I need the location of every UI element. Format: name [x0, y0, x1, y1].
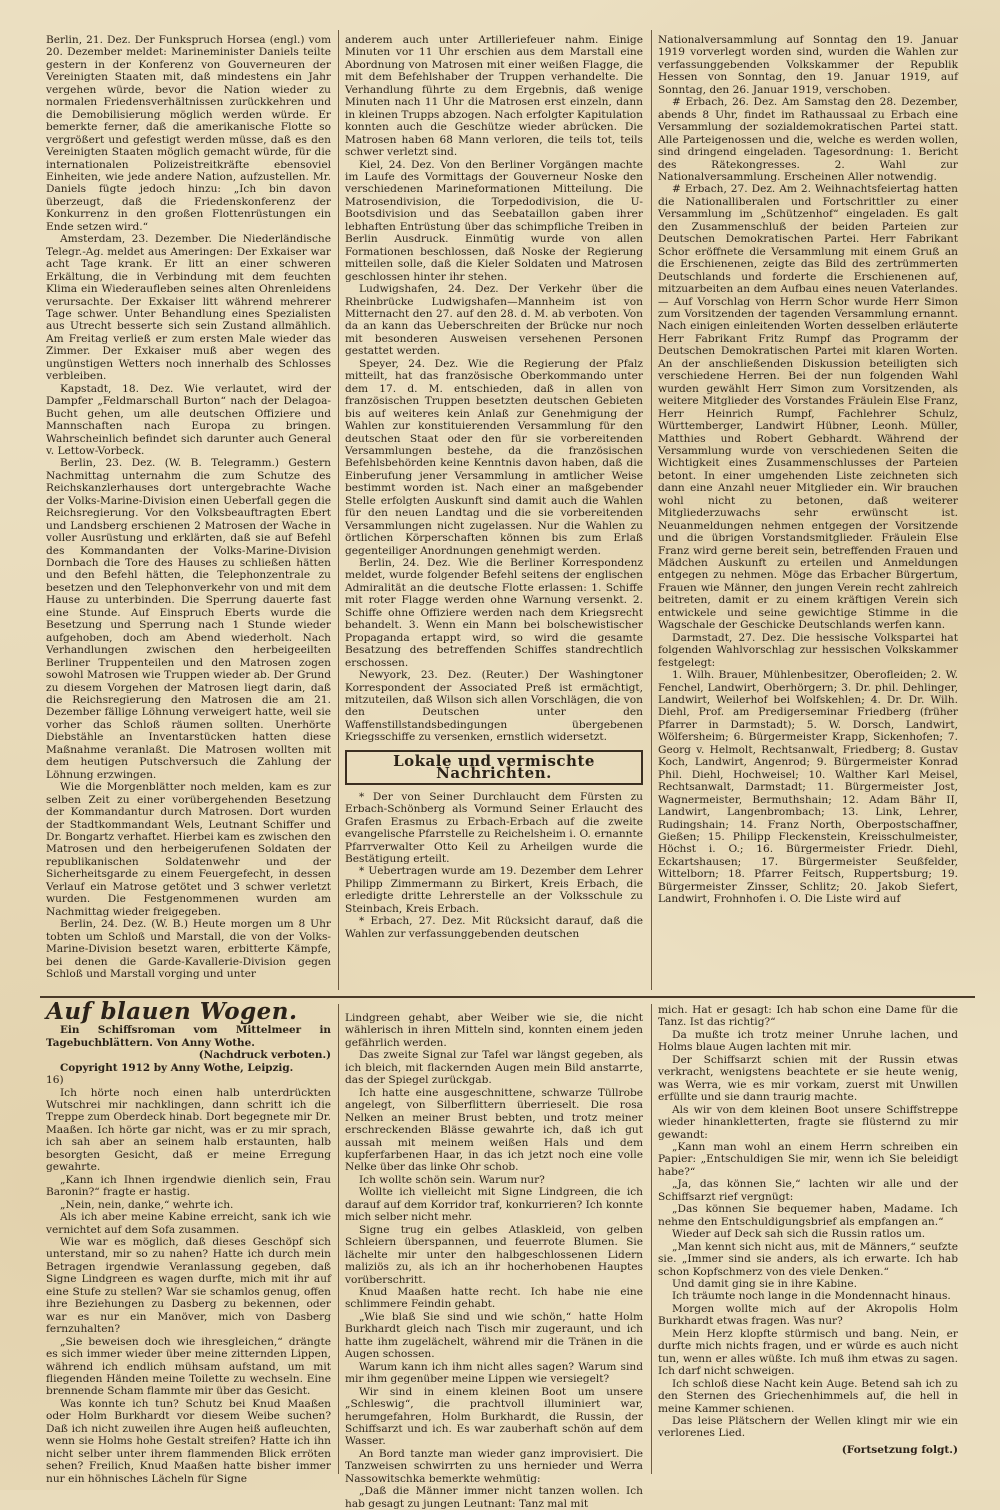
column-rule [651, 30, 652, 990]
novel-paragraph: mich. Hat er gesagt: Ich hab schon eine Dame für die Tanz. Ist das richtig?“ [658, 1004, 958, 1029]
news-item: Berlin, 23. Dez. (W. B. Telegramm.) Gestern Nachmittag unternahm die zum Schutze des Reichskanzlerhauses dort untergebrachte Wache der Volks-Marine-Division einen Ueberfall gegen die Reichsregierung. Vor den Volksbeauftragten Ebert und Landsberg erschienen 2 Matrosen der Wache in voller Ausrüstung und erklärten, daß sie auf Befehl des Kommandanten der Volks-Marine-Division Dornbach die Tore des Hauses zu schließen hätten und den Befehl hätten, die Telephonzentrale zu besetzen und den Telephonverkehr von und mit dem Hause zu unterbinden. Die Sperrung dauerte fast eine Stunde. Auf Einspruch Eberts wurde die Besetzung und Sperrung nach 1 Stunde wieder aufgehoben, doch am Abend wiederholt. Nach Verhandlungen zwischen den herbeigeeilten Berliner Truppenteilen und den Matrosen zogen sowohl Matrosen wie Truppen wieder ab. Der Grund zu diesem Vorgehen der Matrosen liegt darin, daß die Reichsregierung den Matrosen die am 21. Dezember fällige Löhnung verweigert hatte, weil sie vorher das Schloß räumen sollten. Unerhörte Diebstähle an Inventarstücken hatten diese Maßnahme veranlaßt. Die Matrosen wollten mit dem heutigen Putschversuch die Zahlung der Löhnung erzwingen. [46, 457, 331, 781]
news-item: Wie die Morgenblätter noch melden, kam es zur selben Zeit zu einer vorübergehenden Besetzung der Kommandantur durch Matrosen. Dort wurden der Stadtkommandant Wels, Leutnant Schiffer und Dr. Bongartz verhaftet. Hierbei kam es zwischen den Matrosen und den herbeigerufenen Soldaten der republikanischen Soldatenwehr und der Sicherheitsgarde zu einem Feuergefecht, in dessen Verlauf ein Matrose getötet und 3 schwer verletzt wurden. Die Festgenommenen wurden am Nachmittag wieder freigegeben. [46, 781, 331, 918]
news-item: Berlin, 24. Dez. Wie die Berliner Korrespondenz meldet, wurde folgender Befehl seitens der englischen Admiralität an die deutsche Flotte erlassen: 1. Schiffe mit roter Flagge werden ohne Warnung versenkt. 2. Schiffe ohne Offiziere werden nach dem Kriegsrecht behandelt. 3. Wenn ein Mann bei bolschewistischer Propaganda ertappt wird, so wird die gesamte Besatzung des betreffenden Schiffes standrechtlich erschossen. [345, 557, 643, 669]
novel-paragraph: „Kann ich Ihnen irgendwie dienlich sein, Frau Baronin?“ fragte er hastig. [46, 1173, 331, 1199]
novel-column-3 [658, 1004, 958, 1482]
news-column-middle [345, 34, 643, 992]
novel-paragraph: „Sie beweisen doch wie ihresgleichen,“ drängte es sich immer wieder über meine zitternden Lippen, während ich endlich mühsam aufstand, um mit fliegenden Händen meine Toilette zu wechseln. Eine brennende Scham flammte mir über das Gesicht. [46, 1335, 331, 1398]
novel-paragraph: Als wir von dem kleinen Boot unsere Schiffstreppe wieder hinankletterten, fragte sie flüsternd zu mir gewandt: [658, 1103, 958, 1141]
novel-paragraph: Ich hörte noch einen halb unterdrückten Wutschrei mir nachklingen, dann schritt ich die Treppe zum Oberdeck hinab. Dort begegnete mir Dr. Maaßen. Ich hörte gar nicht, was er zu mir sprach, ich sah aber an seinem halb erstaunten, halb besorgten Gesicht, daß er meine Erregung gewahrte. [46, 1086, 331, 1174]
novel-paragraph: „Daß die Männer immer nicht tanzen wollen. Ich hab gesagt zu jungen Leutnant: Tanz mal mit [345, 1485, 643, 1510]
local-news-item: * Der von Seiner Durchlaucht dem Fürsten zu Erbach-Schönberg als Vormund Seiner Erlaucht des Grafen Erasmus zu Erbach-Erbach auf die zweite evangelische Pfarrstelle zu Reichelsheim i. O. ernannte Pfarrverwalter Otto Keil zu Arheilgen wurde die Bestätigung erteilt. [345, 790, 643, 865]
novel-paragraph: Da mußte ich trotz meiner Unruhe lachen, und Holms blaue Augen lachten mit mir. [658, 1028, 958, 1054]
novel-column-2 [345, 1012, 643, 1510]
news-item: Ludwigshafen, 24. Dez. Der Verkehr über die Rheinbrücke Ludwigshafen—Mannheim ist von Mitternacht den 27. auf den 28. d. M. ab verboten. Von da an kann das Ueberschreiten der Brücke nur noch mit besonderen Ausweisen versehenen Personen gestattet werden. [345, 283, 643, 358]
news-item: Nationalversammlung auf Sonntag den 19. Januar 1919 vorverlegt worden sind, wurden die Wahlen zur verfassunggebenden Volkskammer der Republik Hessen von Sonntag, den 19. Januar 1919, auf Sonntag, den 26. Januar 1919, verschoben. [658, 34, 958, 96]
novel-paragraph: Wir sind in einem kleinen Boot um unsere „Schleswig“, die prachtvoll illuminiert war, herumgefahren, Holm Burkhardt, die Russin, der Schiffsarzt und ich. Es war zauberhaft schön auf dem Wasser. [345, 1385, 643, 1448]
novel-paragraph: Lindgreen gehabt, aber Weiber wie sie, die nicht wählerisch in ihren Mitteln sind, konnten einem jeden gefährlich werden. [345, 1012, 643, 1049]
novel-paragraph: Ich wollte schön sein. Warum nur? [359, 1173, 545, 1186]
reprint-notice: (Nachdruck verboten.) [198, 1049, 331, 1062]
novel-paragraph: Wieder auf Deck sah sich die Russin ratlos um. [672, 1228, 926, 1241]
novel-paragraph: An Bord tanzte man wieder ganz improvisiert. Die Tanzweisen schwirrten zu uns hernieder und Werra Nassowitschka bemerkte wehmütig: [345, 1447, 643, 1485]
novel-paragraph: „Das können Sie bequemer haben, Madame. Ich nehme den Entschuldigungsbrief als empfangen an.“ [658, 1203, 958, 1228]
local-news-item: * Uebertragen wurde am 19. Dezember dem Lehrer Philipp Zimmermann zu Birkert, Kreis Erbach, die erledigte dritte Lehrerstelle an der Volksschule zu Steinbach, Kreis Erbach. [345, 865, 643, 915]
local-news-item: * Erbach, 27. Dez. Mit Rücksicht darauf, daß die Wahlen zur verfassunggebenden deutschen [345, 915, 643, 940]
news-column-left [46, 34, 331, 992]
news-item: # Erbach, 27. Dez. Am 2. Weihnachtsfeiertag hatten die Nationalliberalen und Fortschrittler zu einer Versammlung im „Schützenhof“ eingeladen. Es galt den Zusammenschluß der beiden Parteien zur Deutschen Demokratischen Partei. Herr Fabrikant Schor eröffnete die Versammlung mit einem Gruß an die Erschienenen, zeigte das Bild des zertrümmerten Deutschlands und forderte die Erschienenen auf, mitzuarbeiten an dem Aufbau eines neuen Vaterlandes. — Auf Vorschlag von Herrn Schor wurde Herr Simon zum Vorsitzenden der tagenden Versammlung ernannt. Nach einigen einleitenden Worten desselben erläuterte Herr Fabrikant Fritz Rumpf das Programm der Deutschen Demokratischen Partei mit klaren Worten. An der anschließenden Diskussion beteiligten sich verschiedene Herren. Bei der nun folgenden Wahl wurden gewählt Herr Simon zum Vorsitzenden, als weitere Mitglieder des Vorstandes Fräulein Else Franz, Herr Heinrich Rumpf, Fachlehrer Schulz, Württemberger, Landwirt Hübner, Leonh. Müller, Matthies und Robert Gebhardt. Während der Versammlung wurde von verschiedenen Seiten die Wichtigkeit eines Zusammenschlusses der Parteien betont. In einer umgehenden Liste zeichneten sich dann eine Anzahl neuer Mitglieder ein. Wir brauchen wohl nicht zu betonen, daß weiterer Mitgliederzuwachs sehr erwünscht ist. Neuanmeldungen nehmen entgegen der Vorsitzende und die übrigen Vorstandsmitglieder. Fräulein Else Franz wird gerne bereit sein, betreffenden Frauen und Mädchen Auskunft zu erteilen und Anmeldungen entgegen zu nehmen. Möge das Erbacher Bürgertum, Frauen wie Männer, den jungen Verein recht zahlreich beitreten, damit er zu einem kräftigen Verein sich entwickele und seine gewichtige Stimme in die Wagschale der Geschicke Deutschlands werfen kann. [658, 183, 958, 632]
novel-paragraph: Warum kann ich ihm nicht alles sagen? Warum sind mir ihm gegenüber meine Lippen wie versiegelt? [345, 1360, 643, 1386]
novel-paragraph: Morgen wollte mich auf der Akropolis Holm Burkhardt etwas fragen. Was nur? [658, 1302, 958, 1328]
novel-paragraph: „Kann man wohl an einem Herrn schreiben ein Papier: „Entschuldigen Sie mir, wenn ich Sie beleidigt habe?“ [658, 1140, 958, 1178]
column-rule [651, 1004, 652, 1474]
news-item: Kapstadt, 18. Dez. Wie verlautet, wird der Dampfer „Feldmarschall Burton“ nach der Delagoa-Bucht gehen, um alle deutschen Offiziere und Mannschaften nach Europa zu bringen. Wahrscheinlich befindet sich darunter auch General v. Lettow-Vorbeck. [46, 382, 331, 457]
novel-paragraph: „Nein, nein, danke,“ wehrte ich. [60, 1198, 234, 1211]
novel-paragraph: Wollte ich vielleicht mit Signe Lindgreen, die ich darauf auf dem Korridor traf, konkurrieren? Ich konnte mich selber nicht mehr. [345, 1186, 643, 1224]
novel-paragraph: Das zweite Signal zur Tafel war längst gegeben, als ich bleich, mit flackernden Augen mein Bild anstarrte, das der Spiegel zurückgab. [345, 1049, 643, 1087]
column-rule [338, 1004, 339, 1474]
chapter-number: 16) [46, 1074, 64, 1087]
novel-paragraph: „Ja, das können Sie,“ lachten wir alle und der Schiffsarzt rief vergnügt: [658, 1178, 958, 1203]
novel-paragraph: Was konnte ich tun? Schutz bei Knud Maaßen oder Holm Burkhardt vor diesem Weibe suchen? Daß ich nicht zuweilen ihre Augen heiß aufleuchten, wenn sie Holms hohe Gestalt streifen? Hatte ich ihn nicht selber unter ihrem flammenden Blick erröten sehen? Freilich, Knud Maaßen hatte bisher immer nur ein höhnisches Lächeln für Signe [46, 1397, 331, 1485]
copyright-line: Copyright 1912 by Anny Wothe, Leipzig. [60, 1061, 294, 1074]
novel-paragraph: Ich hatte eine ausgeschnittene, schwarze Tüllrobe angelegt, von Silberflittern überrieselt. Die rosa Nelken an meiner Brust bebten, und trotz meiner erschreckenden Blässe gewahrte ich, daß ich gut aussah mit meinem weißen Hals und dem kupferfarbenen Haar, in das ich jetzt noch eine volle Nelke über das linke Ohr schob. [345, 1086, 643, 1174]
news-item: anderem auch unter Artilleriefeuer nahm. Einige Minuten vor 11 Uhr erschien aus dem Marstall eine Abordnung von Matrosen mit einer weißen Flagge, die mit dem Befehlshaber der Truppen verhandelte. Die Verhandlung führte zu dem Ergebnis, daß wenige Minuten nach 11 Uhr die Matrosen erst einzeln, dann in kleinen Trupps abzogen. Nach erfolgter Kapitulation konnten auch die Geschütze wieder abrücken. Die Matrosen haben 68 Mann verloren, die teils tot, teils schwer verletzt sind. [345, 34, 643, 159]
candidate-list: 1. Wilh. Brauer, Mühlenbesitzer, Oberofleiden; 2. W. Fenchel, Landwirt, Oberhörgern; 3. Dr. phil. Dehlinger, Landwirt, Weilerhof bei Wolfskehlen; 4. Dr. Dr. Wilh. Diehl, Prof. am Predigerseminar Friedberg (früher Pfarrer in Darmstadt); 5. W. Dorsch, Landwirt, Wölfersheim; 6. Bürgermeister Krapp, Sickenhofen; 7. Georg v. Helmolt, Rechtsanwalt, Friedberg; 8. Gustav Koch, Landwirt, Angenrod; 9. Bürgermeister Konrad Phil. Diehl, Hochweisel; 10. Walther Karl Meisel, Rechtsanwalt, Darmstadt; 11. Bürgermeister Jost, Wagnermeister, Bermuthshain; 12. Adam Bähr II, Landwirt, Langenbrombach; 13. Link, Lehrer, Rudingshain; 14. Franz North, Oberpostschaffner, Gießen; 15. Philipp Fleckenstein, Kreisschulmeister, Höchst i. O.; 16. Bürgermeister Friedr. Diehl, Eckartshausen; 17. Bürgermeister Seußfelder, Wittelborn; 18. Pfarrer Feitsch, Ruppertsburg; 19. Bürgermeister Zinsser, Schlitz; 20. Jakob Siefert, Landwirt, Frohnhofen i. O. Die Liste wird auf [658, 669, 958, 906]
news-item: # Erbach, 26. Dez. Am Samstag den 28. Dezember, abends 8 Uhr, findet im Rathaussaal zu Erbach eine Versammlung der sozialdemokratischen Partei statt. Alle Parteigenossen und die, welche es werden wollen, sind dringend eingeladen. Tagesordnung: 1. Bericht des Rätekongresses. 2. Wahl zur Nationalversammlung. Erscheinen Aller notwendig. [658, 96, 958, 183]
novel-paragraph: Knud Maaßen hatte recht. Ich habe nie eine schlimmere Feindin gehabt. [345, 1285, 643, 1311]
continued-note: (Fortsetzung folgt.) [841, 1443, 958, 1456]
novel-paragraph: Ich träumte noch lange in die Mondennacht hinaus. [672, 1290, 951, 1303]
novel-paragraph: Signe trug ein gelbes Atlaskleid, von gelben Schleiern überspannen, und feuerrote Blumen. Sie lächelte mir unter den halbgeschlossenen Lidern maliziös zu, als ich an ihr hocherhobenen Hauptes vorüberschritt. [345, 1223, 643, 1286]
column-rule [338, 30, 339, 990]
novel-title: Auf blauen Wogen. [46, 998, 298, 1025]
novel-subtitle: Ein Schiffsroman vom Mittelmeer in Tagebuchblättern. Von Anny Wothe. [46, 1024, 331, 1049]
news-item: Newyork, 23. Dez. (Reuter.) Der Washingtoner Korrespondent der Associated Preß ist ermächtigt, mitzuteilen, daß Wilson sich allen Vorschlägen, die von den Deutschen unter den Waffenstillstandsbedingungen übergebenen Kriegsschiffe zu versenken, ernstlich widersetzt. [345, 669, 643, 744]
novel-paragraph: „Man kennt sich nicht aus, mit de Männers,“ seufzte sie. „Immer sind sie anders, als ich erwarte. Ich hab schon Kopfschmerz von des viele Denken.“ [658, 1240, 958, 1278]
novel-paragraph: Wie war es möglich, daß dieses Geschöpf sich unterstand, mir so zu nahen? Hatte ich durch mein Betragen irgendwie Veranlassung gegeben, daß Signe Lindgreen es wagen durfte, mich mit ihr auf eine Stufe zu stellen? War sie schamlos genug, offen ihre Beziehungen zu Dasberg zu bekennen, oder war es nur ein Manöver, mich von Dasberg fernzuhalten? [46, 1235, 331, 1336]
news-item: Kiel, 24. Dez. Von den Berliner Vorgängen machte im Laufe des Vormittags der Gouverneur Noske den verschiedenen Marineformationen Mitteilung. Die Matrosendivision, die Torpedodivision, die U-Bootsdivision und das Seebataillon gaben ihrer lebhaften Entrüstung über das schimpfliche Treiben in Berlin Ausdruck. Einmütig wurde von allen Formationen beschlossen, daß Noske der Regierung mitteilen solle, daß die Kieler Soldaten und Matrosen geschlossen hinter ihr stehen. [345, 158, 643, 283]
news-item: Berlin, 24. Dez. (W. B.) Heute morgen um 8 Uhr tobten um Schloß und Marstall, die von der Volks-Marine-Division besetzt waren, erbitterte Kämpfe, bei denen die Garde-Kavallerie-Division gegen Schloß und Marstall vorging und unter [46, 918, 331, 980]
news-item: Berlin, 21. Dez. Der Funkspruch Horsea (engl.) vom 20. Dezember meldet: Marineminister Daniels teilte gestern in der Konferenz von Gouverneuren der Vereinigten Staaten mit, daß mindestens ein Jahr vergehen würde, bevor die Nation wieder zu normalen Friedensverhältnissen zurückkehren und die Demobilisierung möglich werden würde. Er bemerkte ferner, daß die amerikanische Flotte so vergrößert und gefestigt werden müsse, daß es den Vereinigten Staaten möglich gemacht würde, für die internationalen Polizeistreitkräfte ebensoviel Einheiten, wie jede andere Nation, aufzustellen. Mr. Daniels fügte jedoch hinzu: „Ich bin davon überzeugt, daß die Friedenskonferenz der Konkurrenz in den großen Flottenrüstungen ein Ende setzen wird.“ [46, 34, 331, 233]
novel-paragraph: Mein Herz klopfte stürmisch und bang. Nein, er durfte mich nichts fragen, und er würde es auch nicht tun, wenn er alles wüßte. Ich muß ihm etwas zu sagen. Ich darf nicht schweigen. [658, 1327, 958, 1378]
novel-paragraph: Ich schloß diese Nacht kein Auge. Betend sah ich zu den Sternen des Griechenhimmels auf, die hell in meine Kammer schienen. [658, 1377, 958, 1415]
novel-paragraph: Als ich aber meine Kabine erreicht, sank ich wie vernichtet auf dem Sofa zusammen. [46, 1211, 331, 1236]
news-column-right [658, 34, 958, 992]
novel-column-1 [46, 998, 331, 1485]
news-item: Darmstadt, 27. Dez. Die hessische Volkspartei hat folgenden Wahlvorschlag zur hessischen Volkskammer festgelegt: [658, 631, 958, 669]
novel-paragraph: Und damit ging sie in ihre Kabine. [672, 1277, 858, 1290]
novel-paragraph: Der Schiffsarzt schien mit der Russin etwas verkracht, wenigstens beachtete er sie heute wenig, was Werra, wie es mir vorkam, zuerst mit Unwillen erfüllte und sie dann traurig machte. [658, 1053, 958, 1104]
news-item: Amsterdam, 23. Dezember. Die Niederländische Telegr.-Ag. meldet aus Ameringen: Der Exkaiser war acht Tage krank. Er litt an einer schweren Erkältung, die in Verbindung mit dem feuchten Klima ein Wiederaufleben seines alten Ohrenleidens verursachte. Der Exkaiser litt während mehrerer Tage schwer. Unter Behandlung eines Spezialisten aus Utrecht besserte sich sein Zustand allmählich. Am Freitag verließ er zum ersten Male wieder das Zimmer. Der Exkaiser muß aber wegen des ungünstigen Wetters noch innerhalb des Schlosses verbleiben. [46, 233, 331, 383]
news-item: Speyer, 24. Dez. Wie die Regierung der Pfalz mitteilt, hat das französische Oberkommando unter dem 17. d. M. entschieden, daß in allen von französischen Truppen besetzten deutschen Gebieten bis auf weiteres kein Anlaß zur Genehmigung der Wahlen zur konstituierenden Versammlung für den deutschen Staat oder den für sie vorbereitenden Versammlungen bestehe, da die französischen Befehlsbehörden keine Kenntnis davon haben, daß die Einberufung jener Versammlung in amtlicher Weise bestimmt worden ist. Nach einer an maßgebender Stelle erfolgten Auskunft sind damit auch die Wahlen für den neuen Landtag und die sie vorbereitenden Versammlungen nicht zugelassen. Nur die Wahlen zu örtlichen Körperschaften können bis zum Erlaß gegenteiliger Anordnungen genehmigt werden. [345, 357, 643, 557]
novel-paragraph: „Wie blaß Sie sind und wie schön,“ hatte Holm Burkhardt gleich nach Tisch mir zugeraunt, und ich hatte ihm zugelächelt, während mir die Tränen in die Augen schossen. [345, 1310, 643, 1361]
section-heading-lokales: Lokale und vermischte Nachrichten. [345, 750, 643, 785]
novel-paragraph: Das leise Plätschern der Wellen klingt mir wie ein verlorenes Lied. [658, 1414, 958, 1440]
